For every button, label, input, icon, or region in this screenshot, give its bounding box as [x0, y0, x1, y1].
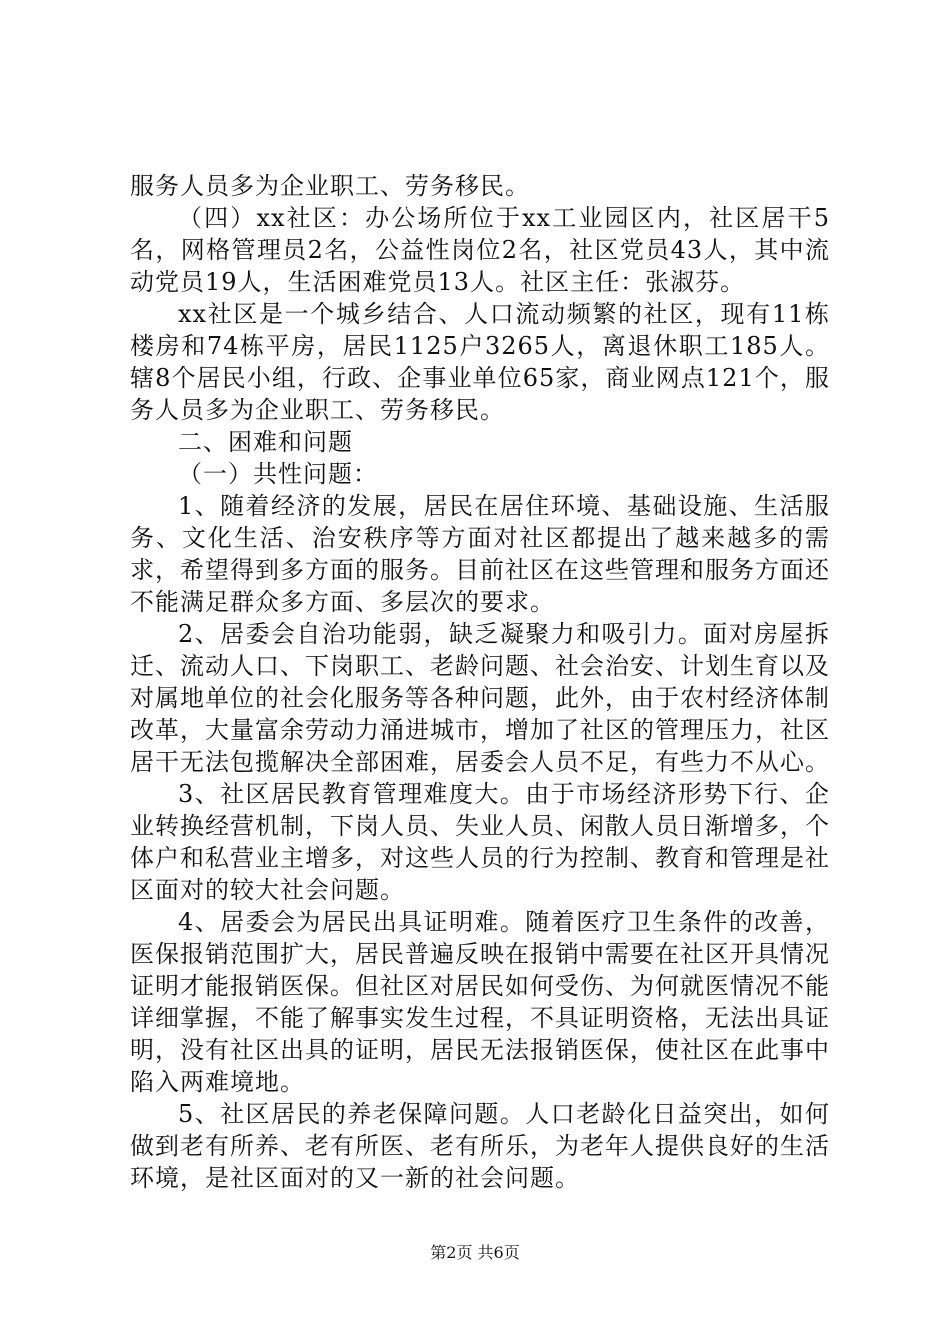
- section-heading-difficulties: 二、困难和问题: [178, 428, 353, 456]
- document-body: [130, 170, 830, 1194]
- paragraph-issue-5: 5、社区居民的养老保障问题。人口老龄化日益突出，如何做到老有所养、老有所医、老有所乐，为老年人提供良好的生活环境，是社区面对的又一新的社会问题。: [130, 1100, 830, 1192]
- paragraph-issue-3: 3、社区居民教育管理难度大。由于市场经济形势下行、企业转换经营机制，下岗人员、失业人员、闲散人员日渐增多，个体户和私营业主增多，对这些人员的行为控制、教育和管理是社区面对的较大社会问题。: [130, 780, 830, 904]
- paragraph-continuation: 服务人员多为企业职工、劳务移民。: [130, 172, 530, 200]
- paragraph-issue-4: 4、居委会为居民出具证明难。随着医疗卫生条件的改善，医保报销范围扩大，居民普遍反映在报销中需要在社区开具情况证明才能报销医保。但社区对居民如何受伤、为何就医情况不能详细掌握，不能了解事实发生过程，不具证明资格，无法出具证明，没有社区出具的证明，居民无法报销医保，使社区在此事中陷入两难境地。: [130, 908, 830, 1096]
- page-number-footer: 第2页 共6页: [430, 1243, 520, 1262]
- paragraph-community-description: xx社区是一个城乡结合、人口流动频繁的社区，现有11栋楼房和74栋平房，居民1125户3265人，离退休职工185人。辖8个居民小组，行政、企事业单位65家，商业网点121个，服务人员多为企业职工、劳务移民。: [130, 300, 830, 424]
- paragraph-issue-2: 2、居委会自治功能弱，缺乏凝聚力和吸引力。面对房屋拆迁、流动人口、下岗职工、老龄问题、社会治安、计划生育以及对属地单位的社会化服务等各种问题，此外，由于农村经济体制改革，大量富余劳动力涌进城市，增加了社区的管理压力，社区居干无法包揽解决全部困难，居委会人员不足，有些力不从心。: [130, 620, 830, 776]
- paragraph-issue-1: 1、随着经济的发展，居民在居住环境、基础设施、生活服务、文化生活、治安秩序等方面对社区都提出了越来越多的需求，希望得到多方面的服务。目前社区在这些管理和服务方面还不能满足群众多方面、多层次的要求。: [130, 492, 830, 616]
- subsection-heading-common-issues: （一）共性问题：: [178, 460, 378, 488]
- paragraph-community-four: （四）xx社区：办公场所位于xx工业园区内，社区居干5名，网格管理员2名，公益性岗位2名，社区党员43人，其中流动党员19人，生活困难党员13人。社区主任：张淑芬。: [130, 204, 830, 296]
